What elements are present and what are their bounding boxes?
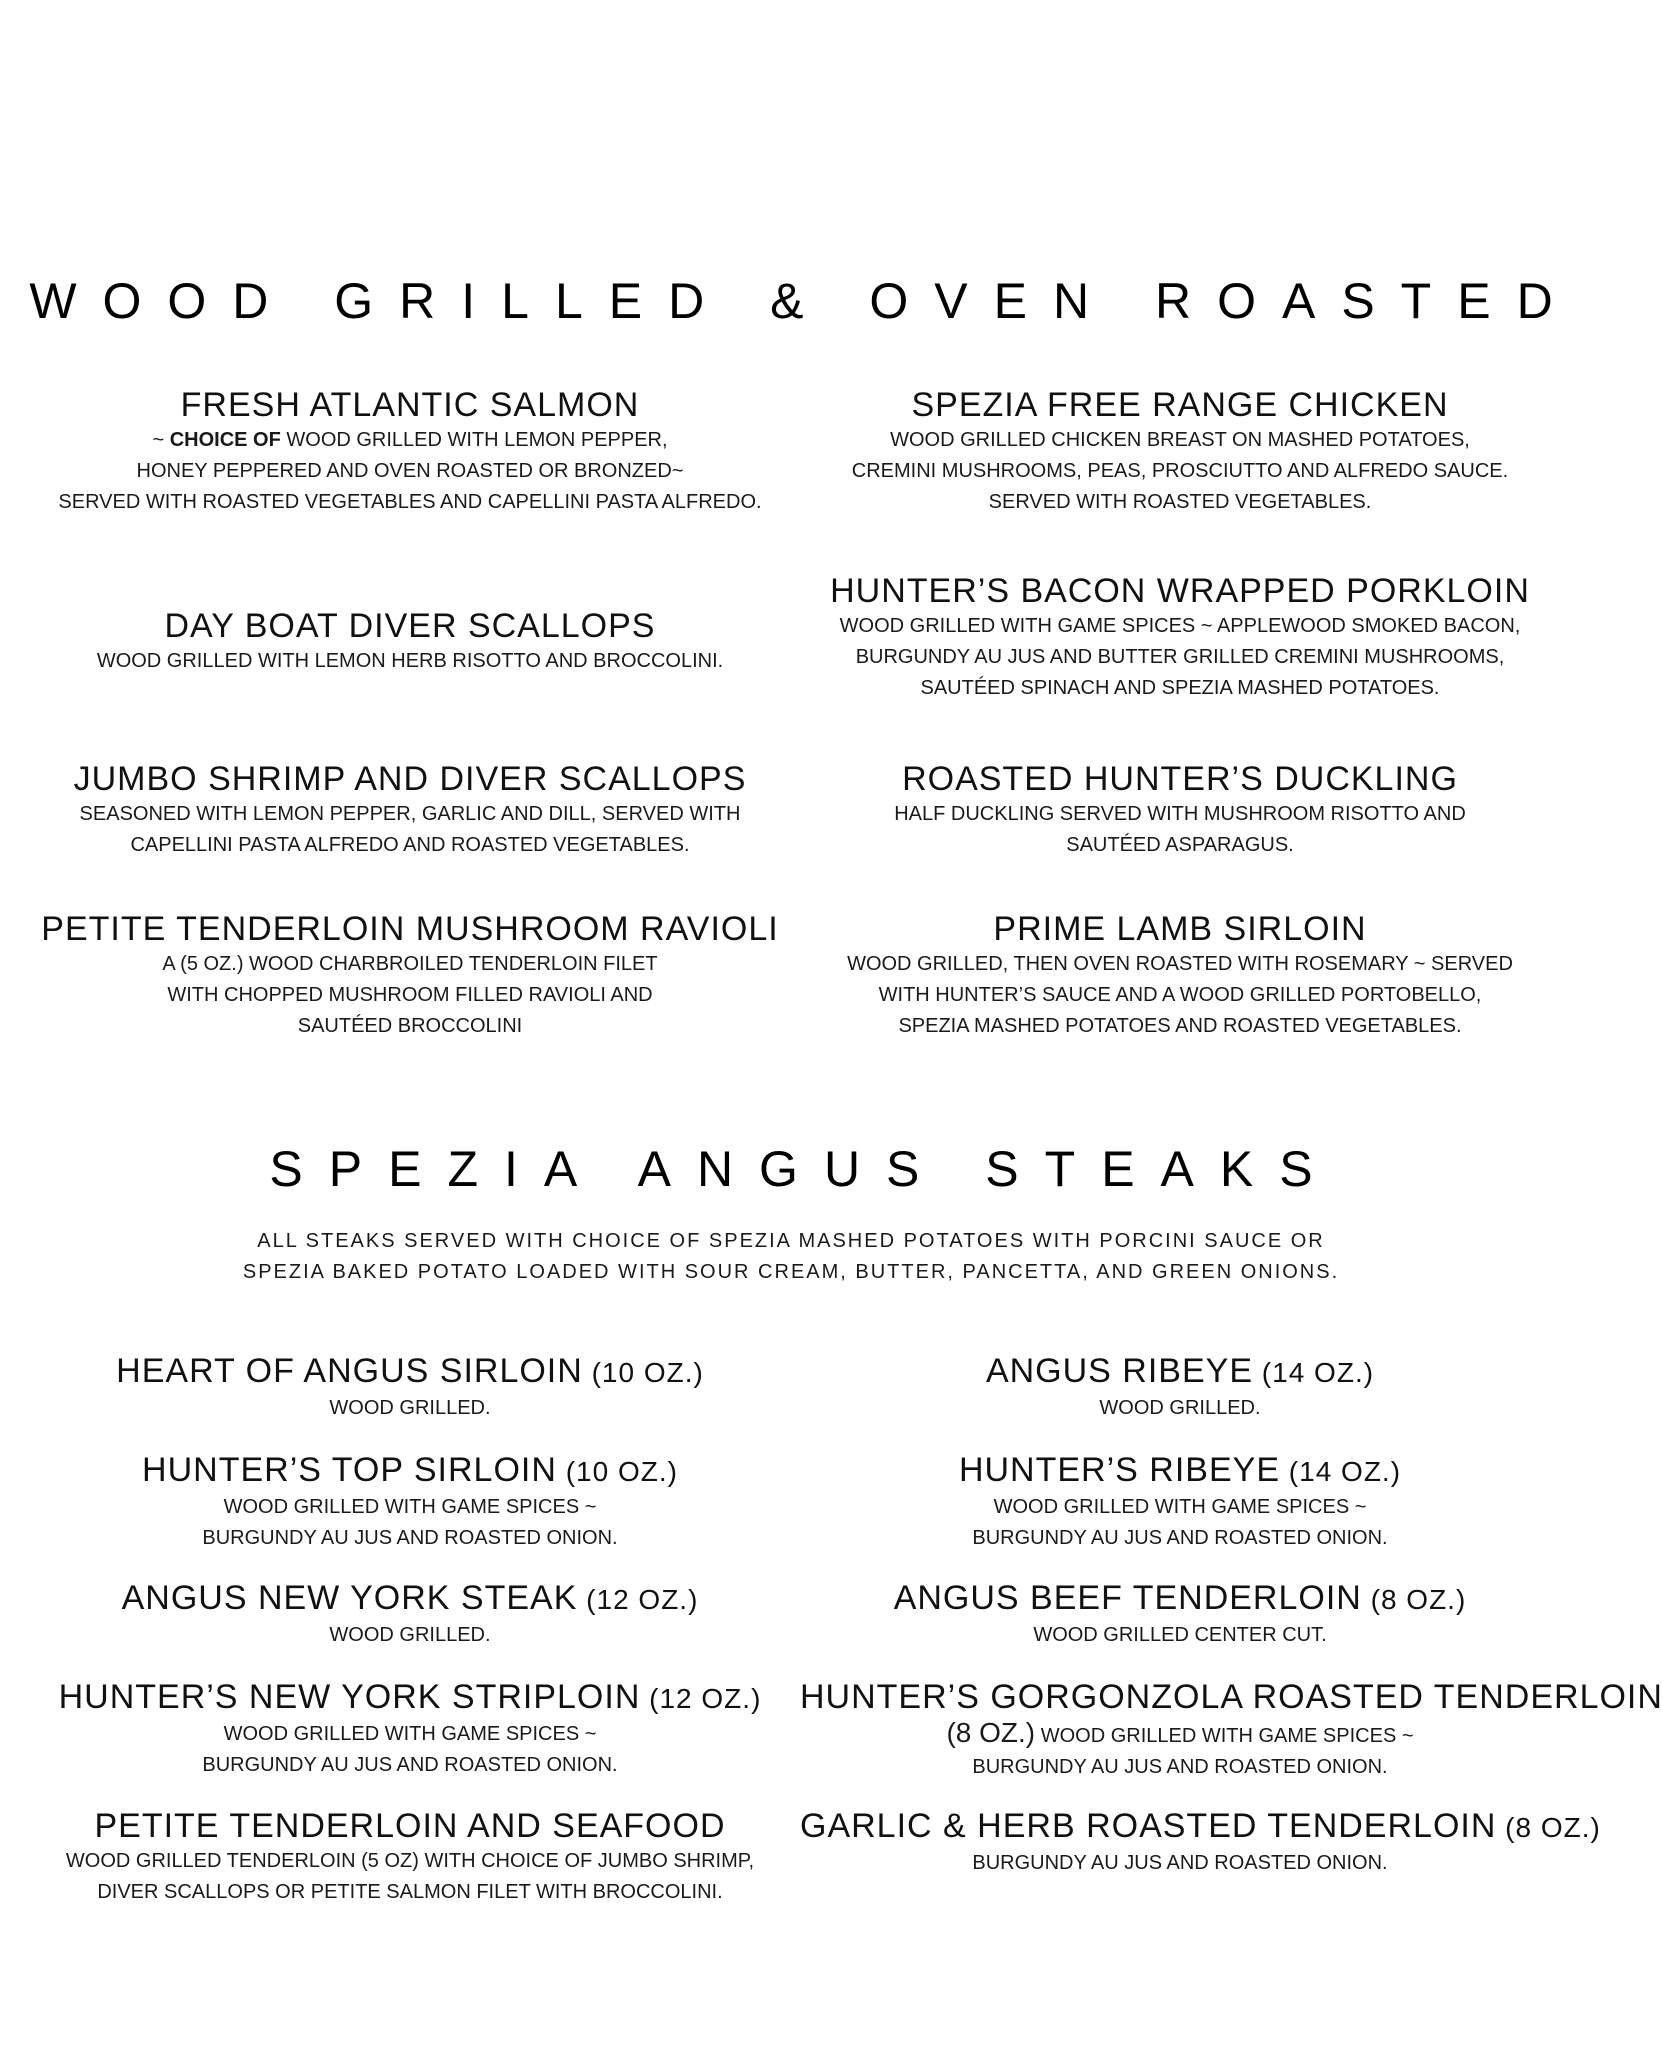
portion-size: (12 OZ.) [577,1584,699,1615]
item-desc: SAUTÉED BROCCOLINI [297,1015,523,1037]
steak-hunters-top-sirloin [40,1450,780,1554]
item-name: DAY BOAT DIVER SCALLOPS [164,607,656,645]
item-desc: WOOD GRILLED WITH GAME SPICES ~ [993,1496,1367,1518]
item-name [40,1677,780,1719]
item-desc: BURGUNDY AU JUS AND ROASTED ONION. [202,1527,618,1549]
item-desc: WOOD GRILLED TENDERLOIN (5 OZ) WITH CHOICE OF JUMBO SHRIMP, [65,1850,755,1872]
portion-size: (8 OZ.) [946,1717,1036,1748]
item-desc: A (5 OZ.) WOOD CHARBROILED TENDERLOIN FILET [162,953,658,975]
portion-size: (8 OZ.) [1496,1812,1601,1843]
portion-size: (10 OZ.) [582,1357,704,1388]
portion-size: (14 OZ.) [1280,1456,1402,1487]
item-name: FRESH ATLANTIC SALMON [180,386,640,424]
section-title-angus-steaks: SPEZIA ANGUS STEAKS [269,1141,1339,1197]
item-desc: WOOD GRILLED CENTER CUT. [1033,1624,1327,1646]
steaks-side-note [0,1226,1582,1288]
item-desc: WOOD GRILLED CHICKEN BREAST ON MASHED POTATOES, [890,429,1470,451]
item-name: HUNTER’S GORGONZOLA ROASTED TENDERLOIN [800,1678,1663,1716]
steak-hunters-ribeye [800,1450,1560,1554]
item-name: PETITE TENDERLOIN AND SEAFOOD [94,1807,726,1845]
item-desc: DIVER SCALLOPS OR PETITE SALMON FILET WITH BROCCOLINI. [97,1881,723,1903]
menu-item-spezia-free-range-chicken [800,385,1560,518]
item-name [40,1351,780,1393]
menu-item-day-boat-diver-scallops [40,606,780,677]
menu-item-petite-tenderloin-ravioli [40,909,780,1042]
portion-size: (8 OZ.) [1361,1584,1467,1615]
item-desc: BURGUNDY AU JUS AND ROASTED ONION. [202,1754,618,1776]
item-desc: CREMINI MUSHROOMS, PEAS, PROSCIUTTO AND ALFREDO SAUCE. [851,460,1509,482]
item-desc: WOOD GRILLED. [329,1397,491,1419]
item-desc: HONEY PEPPERED AND OVEN ROASTED OR BRONZED~ [136,460,684,482]
item-name [40,1578,780,1620]
menu-item-jumbo-shrimp-scallops [40,759,780,861]
portion-size: (14 OZ.) [1253,1357,1375,1388]
section-title-wood-grilled: WOOD GRILLED & OVEN ROASTED [29,273,1579,329]
item-name [800,1450,1560,1492]
item-name [40,1450,780,1492]
note-line: ALL STEAKS SERVED WITH CHOICE OF SPEZIA MASHED POTATOES WITH PORCINI SAUCE OR [257,1230,1325,1252]
steak-heart-of-angus-sirloin [40,1351,780,1424]
menu-item-prime-lamb-sirloin [800,909,1560,1042]
item-desc: WOOD GRILLED. [1099,1397,1261,1419]
steak-name: HEART OF ANGUS SIRLOIN [116,1352,583,1390]
item-desc: WOOD GRILLED. [329,1624,491,1646]
steak-garlic-herb-tenderloin [800,1806,1601,1879]
item-name: PETITE TENDERLOIN MUSHROOM RAVIOLI [41,910,779,948]
steak-name: ANGUS NEW YORK STEAK [121,1579,578,1617]
menu-item-hunters-bacon-porkloin [800,571,1560,704]
steak-hunters-gorgonzola-tenderloin [800,1677,1663,1783]
item-desc: SAUTÉED ASPARAGUS. [1066,834,1294,856]
item-desc: BURGUNDY AU JUS AND ROASTED ONION. [972,1852,1388,1874]
item-desc: SERVED WITH ROASTED VEGETABLES. [988,491,1372,513]
item-desc: SPEZIA MASHED POTATOES AND ROASTED VEGETABLES. [898,1015,1462,1037]
item-desc: WOOD GRILLED WITH GAME SPICES ~ [223,1496,597,1518]
steak-name: GARLIC & HERB ROASTED TENDERLOIN [800,1807,1497,1845]
item-name: JUMBO SHRIMP AND DIVER SCALLOPS [73,760,747,798]
item-name [800,1351,1560,1393]
item-desc: WOOD GRILLED WITH LEMON HERB RISOTTO AND BROCCOLINI. [96,650,724,672]
steak-name: HUNTER’S RIBEYE [958,1451,1281,1489]
desc-rest: WOOD GRILLED WITH GAME SPICES ~ [1035,1725,1414,1747]
desc-rest: WOOD GRILLED WITH LEMON PEPPER, [280,429,668,451]
item-desc: SERVED WITH ROASTED VEGETABLES AND CAPELLINI PASTA ALFREDO. [58,491,762,513]
item-desc: BURGUNDY AU JUS AND ROASTED ONION. [972,1756,1388,1778]
desc-prefix: ~ [152,429,170,451]
item-desc: HALF DUCKLING SERVED WITH MUSHROOM RISOTTO AND [894,803,1466,825]
item-desc: WOOD GRILLED WITH GAME SPICES ~ APPLEWOOD SMOKED BACON, [839,615,1521,637]
choice-of-label: CHOICE OF [169,429,281,451]
steak-angus-ribeye [800,1351,1560,1424]
item-name: PRIME LAMB SIRLOIN [993,910,1367,948]
item-desc: WOOD GRILLED, THEN OVEN ROASTED WITH ROSEMARY ~ SERVED [847,953,1513,975]
steak-name: ANGUS RIBEYE [985,1352,1254,1390]
note-line: SPEZIA BAKED POTATO LOADED WITH SOUR CREAM, BUTTER, PANCETTA, AND GREEN ONIONS. [242,1261,1340,1283]
item-desc: WITH CHOPPED MUSHROOM FILLED RAVIOLI AND [167,984,653,1006]
item-desc: CAPELLINI PASTA ALFREDO AND ROASTED VEGETABLES. [130,834,690,856]
steak-name: HUNTER’S TOP SIRLOIN [142,1451,557,1489]
steak-angus-beef-tenderloin [800,1578,1560,1651]
item-name [800,1806,1601,1848]
item-desc: SAUTÉED SPINACH AND SPEZIA MASHED POTATOES. [920,677,1440,699]
item-desc: BURGUNDY AU JUS AND BUTTER GRILLED CREMINI MUSHROOMS, [855,646,1505,668]
item-name: HUNTER’S BACON WRAPPED PORKLOIN [830,572,1530,610]
item-desc: SEASONED WITH LEMON PEPPER, GARLIC AND DILL, SERVED WITH [79,803,741,825]
item-name [800,1578,1560,1620]
menu-item-roasted-hunters-duckling [800,759,1560,861]
item-name: SPEZIA FREE RANGE CHICKEN [911,386,1449,424]
steak-petite-tenderloin-seafood [40,1806,780,1908]
steak-hunters-new-york-striploin [40,1677,780,1781]
item-desc: BURGUNDY AU JUS AND ROASTED ONION. [972,1527,1388,1549]
steak-angus-new-york [40,1578,780,1651]
steak-name: HUNTER’S NEW YORK STRIPLOIN [58,1678,641,1716]
item-name: ROASTED HUNTER’S DUCKLING [902,760,1458,798]
item-desc [800,1717,1560,1752]
portion-size: (12 OZ.) [640,1683,762,1714]
item-desc: WITH HUNTER’S SAUCE AND A WOOD GRILLED PORTOBELLO, [878,984,1482,1006]
item-desc [40,425,780,456]
steak-name: ANGUS BEEF TENDERLOIN [893,1579,1362,1617]
menu-item-fresh-atlantic-salmon [40,385,780,518]
portion-size: (10 OZ.) [556,1456,678,1487]
item-desc: WOOD GRILLED WITH GAME SPICES ~ [223,1723,597,1745]
